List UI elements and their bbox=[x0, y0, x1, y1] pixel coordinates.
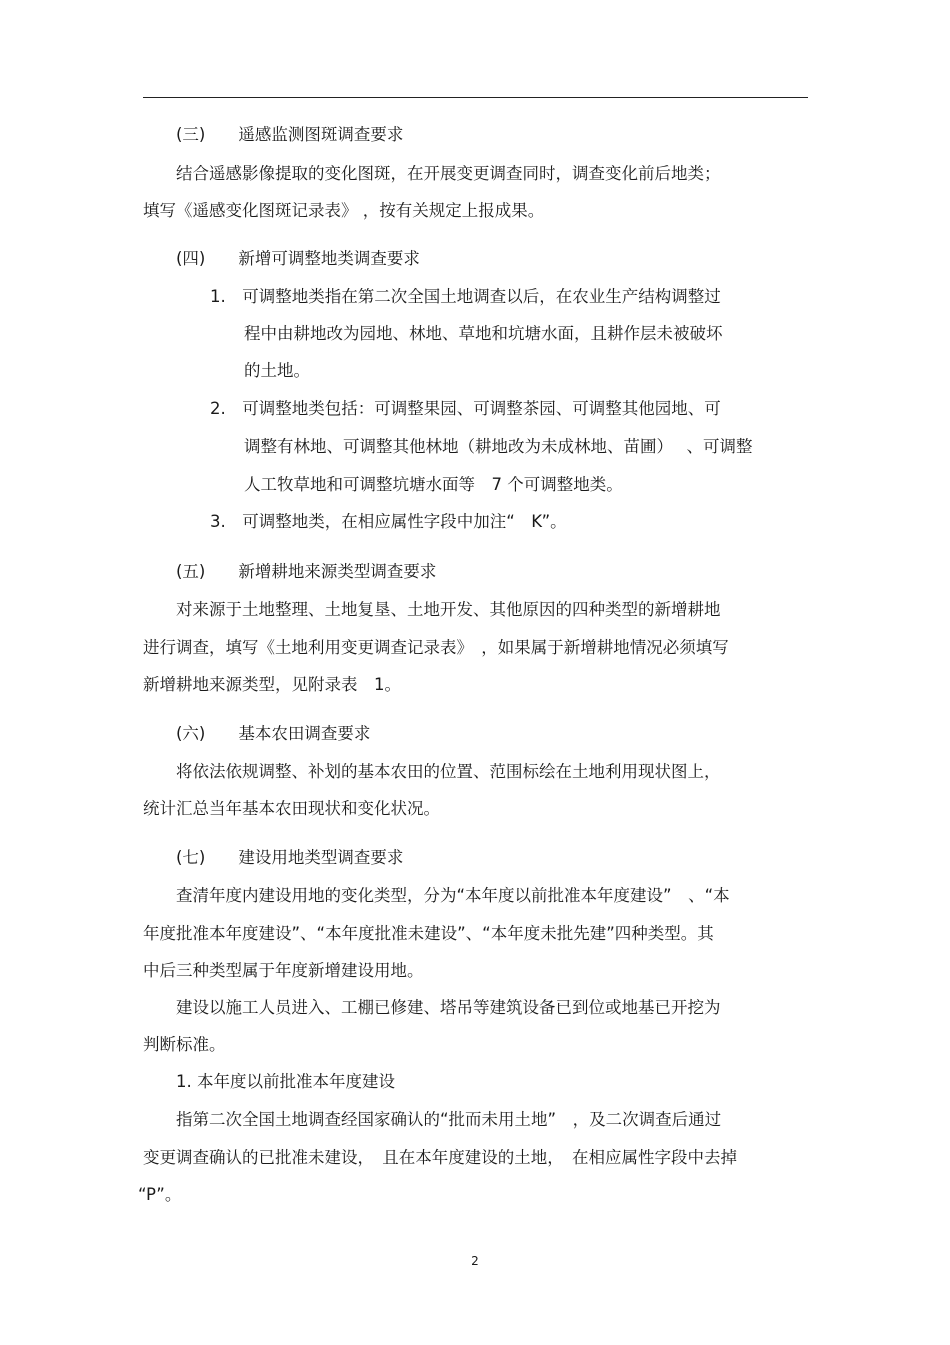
section-heading-3: (三) 遥感监测图斑调查要求 bbox=[176, 125, 404, 144]
header-rule bbox=[143, 97, 808, 98]
list-item-line: 人工牧草地和可调整坑塘水面等 7 个可调整地类。 bbox=[244, 475, 623, 494]
list-item-line: 3. 可调整地类，在相应属性字段中加注“ K”。 bbox=[210, 512, 567, 531]
paragraph-line: 填写《遥感变化图斑记录表》 ，按有关规定上报成果。 bbox=[143, 201, 545, 220]
paragraph-line: 将依法依规调整、补划的基本农田的位置、范围标绘在土地利用现状图上， bbox=[176, 762, 721, 781]
list-item-line: 的土地。 bbox=[244, 361, 310, 380]
paragraph-line: 进行调查，填写《土地利用变更调查记录表》 ，如果属于新增耕地情况必须填写 bbox=[143, 638, 729, 657]
paragraph-line: 结合遥感影像提取的变化图斑，在开展变更调查同时，调查变化前后地类； bbox=[176, 164, 721, 183]
paragraph-line: 年度批准本年度建设”、“本年度批准未建设”、“本年度未批先建”四种类型。其 bbox=[143, 924, 714, 943]
section-heading-4: (四) 新增可调整地类调查要求 bbox=[176, 249, 420, 268]
list-item-line: 调整有林地、可调整其他林地（耕地改为未成林地、苗圃） 、可调整 bbox=[244, 437, 753, 456]
paragraph-line: “P”。 bbox=[138, 1185, 182, 1204]
section-heading-6: (六) 基本农田调查要求 bbox=[176, 724, 371, 743]
list-item-line: 程中由耕地改为园地、林地、草地和坑塘水面，且耕作层未被破坏 bbox=[244, 324, 723, 343]
paragraph-line: 对来源于土地整理、土地复垦、土地开发、其他原因的四种类型的新增耕地 bbox=[176, 600, 721, 619]
section-heading-5: (五) 新增耕地来源类型调查要求 bbox=[176, 562, 437, 581]
paragraph-line: 中后三种类型属于年度新增建设用地。 bbox=[143, 961, 424, 980]
paragraph-line: 指第二次全国土地调查经国家确认的“批而未用土地” ，及二次调查后通过 bbox=[176, 1110, 722, 1129]
paragraph-line: 建设以施工人员进入、工棚已修建、塔吊等建筑设备已到位或地基已开挖为 bbox=[176, 998, 721, 1017]
list-item-line: 1. 可调整地类指在第二次全国土地调查以后，在农业生产结构调整过 bbox=[210, 287, 721, 306]
paragraph-line: 查清年度内建设用地的变化类型，分为“本年度以前批准本年度建设” 、“本 bbox=[176, 886, 730, 905]
list-item-line: 2. 可调整地类包括：可调整果园、可调整茶园、可调整其他园地、可 bbox=[210, 399, 721, 418]
section-heading-7: (七) 建设用地类型调查要求 bbox=[176, 848, 404, 867]
paragraph-line: 变更调查确认的已批准未建设， 且在本年度建设的土地， 在相应属性字段中去掉 bbox=[143, 1148, 737, 1167]
paragraph-line: 判断标准。 bbox=[143, 1035, 226, 1054]
page-number: 2 bbox=[471, 1254, 479, 1268]
paragraph-line: 新增耕地来源类型，见附录表 1。 bbox=[143, 675, 401, 694]
subheading: 1. 本年度以前批准本年度建设 bbox=[176, 1072, 395, 1091]
paragraph-line: 统计汇总当年基本农田现状和变化状况。 bbox=[143, 799, 440, 818]
